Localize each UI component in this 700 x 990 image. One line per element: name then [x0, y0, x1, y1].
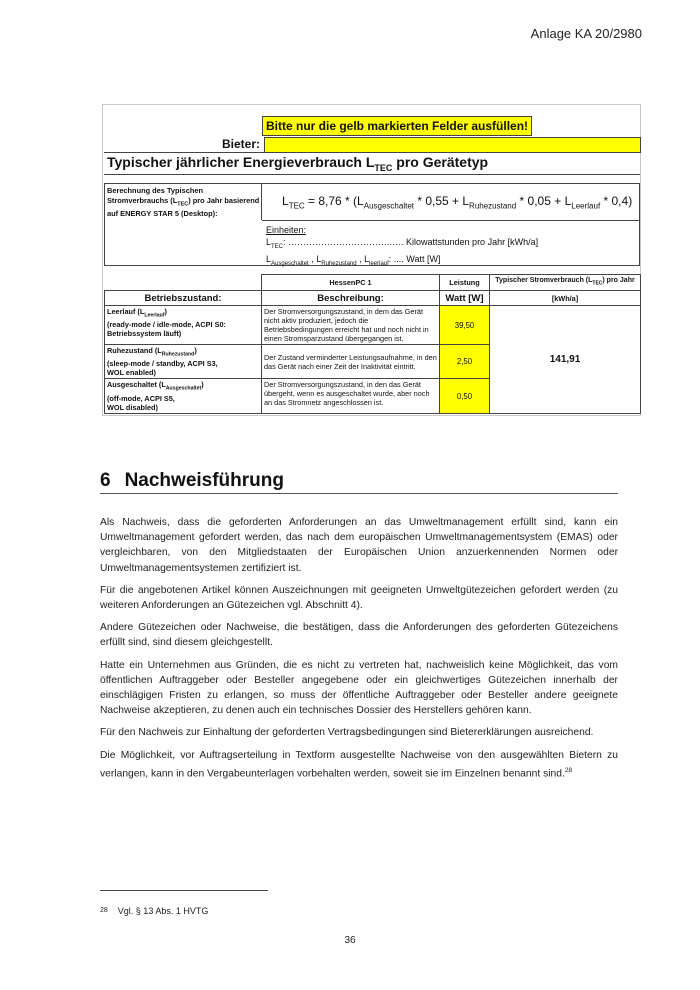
divider [262, 220, 640, 221]
calculation-box [104, 183, 640, 266]
paragraph: Die Möglichkeit, vor Auftragserteilung in Textform ausgestellte Nachweise von den ausgewählten Bietern zu verlangen, kann in den Vergabeunterlagen vorbehalten werden, soweit sie im Einzelnen benannt sind.$^{28}$ [100, 749, 618, 780]
bidder-row [104, 137, 640, 153]
table-header-row [105, 291, 641, 306]
state-description: Der Stromversorgungszustand, in den das Gerät übergeht, wenn es ausgeschaltet wurde, aber noch an das Stromnetz angeschlossen ist. [262, 379, 440, 413]
watt-input-sleep[interactable]: 2,50 [440, 345, 490, 379]
page-number: 36 [344, 935, 356, 946]
bidder-input[interactable] [264, 137, 641, 153]
divider [104, 152, 264, 153]
section-title: Nachweisführung [124, 470, 284, 491]
paragraph: Als Nachweis, dass die geforderten Anforderungen an das Umweltmanagement erfüllt sind, kann ein Umweltmanagement gefordert werden, das nach dem europäischen Umweltmanagementsystem (EMAS) oder vergleichbaren, von den Mitgliedstaaten der Europäischen Union anzuerkennenden Normen oder Umweltmanagementsystemen zertifiziert ist. [100, 517, 618, 574]
tec-formula: $L_{TEC} = 8,76 * (L_{Ausgeschaltet} * 0,55 + L_{Ruhezustand} * 0,05 + L_{Leerlauf} * 0,4)$ [282, 194, 633, 211]
table-row [105, 306, 641, 345]
watt-input-off[interactable]: 0,50 [440, 379, 490, 413]
table-header-row [105, 275, 641, 291]
state-column-header: Betriebszustand: [105, 291, 262, 306]
section-number: 6 [100, 470, 111, 491]
product-name-header: HessenPC 1 [262, 275, 440, 291]
units-heading: Einheiten: [266, 225, 307, 235]
document-reference: Anlage KA 20/2980 [530, 26, 642, 41]
footnote-number: 28 [100, 907, 108, 914]
footnote-text: Vgl. § 13 Abs. 1 HVTG [117, 906, 209, 916]
paragraph: Hatte ein Unternehmen aus Gründen, die es nicht zu vertreten hat, nachweislich keine Möglichkeit, das vom öffentlichen Auftraggeber oder Besteller angegebene oder ein gleichwertiges Gütezeichen innerhalb der einschlägigen Fristen zu erlangen, so muss der öffentliche Auftraggeber oder Besteller andere geeignete Nachweise akzeptieren, zu denen auch ein technisches Dossier des Herstellers gehören kann. [100, 659, 618, 717]
state-description: Der Stromversorgungszustand, in dem das Gerät nicht aktiv produziert, jedoch die Betriebsbedingungen erreicht hat und noch nicht in einen Stromsparzustand übergegangen ist. [262, 306, 440, 345]
divider [104, 174, 640, 175]
footnote [100, 906, 208, 916]
fill-instruction-note: Bitte nur die gelb markierten Felder ausfüllen! [262, 116, 532, 136]
description-column-header: Beschreibung: [262, 291, 440, 306]
power-header: Leistung [440, 275, 490, 291]
watt-column-header: Watt [W] [440, 291, 490, 306]
form-title: Typischer jährlicher Energieverbrauch $L_{TEC}$ pro Gerätetyp [107, 154, 489, 173]
state-idle: Leerlauf $(L_{Leerlauf})$ (ready-mode / idle-mode, ACPI S0: Betriebssystem läuft) [105, 306, 262, 345]
footnote-divider [100, 890, 268, 891]
tec-total-value: 141,91 [490, 306, 641, 414]
watt-input-idle[interactable]: 39,50 [440, 306, 490, 345]
paragraph: Für den Nachweis zur Einhaltung der geforderten Vertragsbedingungen sind Bietererklärungen ausreichend. [100, 727, 594, 739]
unit-column-header: [kWh/a] [490, 291, 641, 306]
footnote-reference[interactable]: 28 [564, 766, 573, 774]
units-tec: $L_{TEC}$: ……………………………..…. Kilowattstunden pro Jahr [kWh/a] [266, 237, 539, 250]
section-body [100, 515, 618, 788]
typical-consumption-header: Typischer Stromverbrauch $(L_{TEC})$ pro Jahr [490, 275, 641, 291]
section-heading [100, 470, 284, 492]
paragraph: Andere Gütezeichen oder Nachweise, die bestätigen, dass die Anforderungen des geforderten Gütezeichens erfüllt sind, sind diesem gleichgestellt. [100, 622, 618, 649]
units-watt: $L_{Ausgeschaltet}$ , $L_{Ruhezustand}$ , $L_{leerlauf}$: .... Watt [W] [266, 253, 441, 267]
bidder-label: Bieter: [221, 137, 260, 151]
state-off: Ausgeschaltet $(L_{Ausgeschaltet})$ (off-mode, ACPI S5, WOL disabled) [105, 379, 262, 413]
paragraph: Für die angebotenen Artikel können Auszeichnungen mit geeigneten Umweltgütezeichen gefordert werden (zu weiteren Anforderungen an Gütezeichen vgl. Abschnitt 4). [100, 584, 618, 612]
energy-table [104, 274, 641, 414]
table-header-spacer [105, 275, 262, 291]
units-legend [266, 224, 538, 270]
state-sleep: Ruhezustand $(L_{Ruhezustand})$ (sleep-mode / standby, ACPI S3, WOL enabled) [105, 345, 262, 379]
state-description: Der Zustand verminderter Leistungsaufnahme, in den das Gerät nach einer Zeit der Inaktivität eintritt. [262, 345, 440, 379]
divider [100, 493, 618, 494]
calculation-description: Berechnung des Typischen Stromverbrauchs $(L_{TEC})$ pro Jahr basierend auf ENERGY STAR 5 (Desktop): [105, 184, 262, 220]
